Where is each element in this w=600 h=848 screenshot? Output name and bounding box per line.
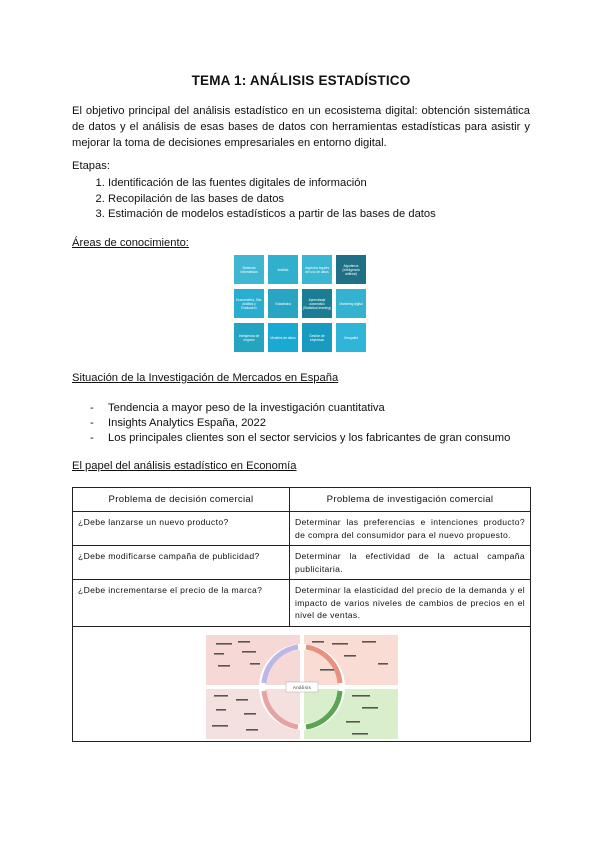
- area-tile: Algoritmos (Inteligencia artificial): [336, 255, 366, 284]
- text-placeholder: [236, 699, 248, 701]
- center-label: Análisis: [292, 684, 311, 690]
- list-item: 3. Estimación de modelos estadísticos a partir de las bases de datos: [108, 207, 436, 223]
- area-tile: Aspectos legales del uso de datos: [302, 255, 332, 284]
- diagram-cell: [73, 626, 531, 741]
- cycle-diagram-svg: [202, 633, 402, 741]
- table-cell: ¿Debe incrementarse el precio de la marca?: [73, 580, 290, 627]
- text-placeholder: [378, 663, 388, 665]
- intro-paragraph: El objetivo principal del análisis estadístico en un ecosistema digital: obtención sistemática de datos y el análisis de esas bases de datos con herramientas estadísticas para asistir y mejorar la toma de decisiones empresariales en entorno digital.: [72, 105, 530, 149]
- areas-grid: [234, 255, 366, 342]
- etapas-label: Etapas:: [72, 160, 110, 172]
- page-title: TEMA 1: ANÁLISIS ESTADÍSTICO: [191, 73, 411, 88]
- text-placeholder: [320, 669, 334, 671]
- area-tile: Econometría, Sist. Análisis y Evaluación: [234, 289, 264, 318]
- text-placeholder: [250, 663, 260, 665]
- table-cell: Determinar la efectividad de la actual campaña publicitaria.: [290, 546, 531, 580]
- area-tile: Marketing digital: [336, 289, 366, 318]
- etapas-list: [72, 176, 436, 223]
- text-placeholder: [352, 733, 368, 735]
- comparison-table: [72, 487, 531, 742]
- table-cell: ¿Debe modificarse campaña de publicidad?: [73, 546, 290, 580]
- table-cell: Determinar la elasticidad del precio de la demanda y el impacto de varios niveles de cambios de precios en el nivel de ventas.: [290, 580, 531, 627]
- analysis-cycle-diagram: [202, 633, 402, 741]
- area-tile: Modelos de datos: [268, 323, 298, 352]
- papel-heading: El papel del análisis estadístico en Economía: [72, 460, 297, 472]
- areas-heading: Áreas de conocimiento:: [72, 237, 189, 249]
- text-placeholder: [216, 709, 226, 711]
- area-tile: Análisis: [268, 255, 298, 284]
- list-item: 2. Recopilación de las bases de datos: [108, 192, 436, 208]
- text-placeholder: [238, 641, 250, 643]
- text-placeholder: [346, 721, 360, 723]
- table-row: [73, 580, 531, 627]
- quadrant-top-left: [206, 635, 300, 685]
- area-tile: Geografía: [336, 323, 366, 352]
- area-tile: Aprendizaje automático (Statistical learning): [302, 289, 332, 318]
- list-item: 1. Identificación de las fuentes digitales de información: [108, 176, 436, 192]
- text-placeholder: [352, 695, 370, 697]
- text-placeholder: [242, 651, 256, 653]
- text-placeholder: [212, 725, 228, 727]
- text-placeholder: [214, 695, 228, 697]
- text-placeholder: [244, 713, 256, 715]
- text-placeholder: [362, 707, 378, 709]
- text-placeholder: [246, 729, 258, 731]
- list-item: - Tendencia a mayor peso de la investigación cuantitativa: [72, 401, 510, 416]
- list-item: - Insights Analytics España, 2022: [72, 416, 510, 431]
- text-placeholder: [218, 665, 230, 667]
- text-placeholder: [344, 655, 356, 657]
- table-cell: Determinar las preferencias e intenciones producto? de compra del consumidor para el nuevo propuesto.: [290, 512, 531, 546]
- text-placeholder: [332, 643, 348, 645]
- column-header: Problema de decisión comercial: [73, 488, 290, 512]
- text-placeholder: [362, 641, 376, 643]
- table-row: [73, 512, 531, 546]
- list-item: - Los principales clientes son el sector servicios y los fabricantes de gran consumo: [72, 431, 510, 446]
- area-tile: Sistemas Informáticos: [234, 255, 264, 284]
- table-row: [73, 546, 531, 580]
- table-header-row: [73, 488, 531, 512]
- area-tile: Gestión de empresas: [302, 323, 332, 352]
- text-placeholder: [214, 653, 224, 655]
- mercados-heading: Situación de la Investigación de Mercados en España: [72, 372, 339, 384]
- text-placeholder: [216, 643, 232, 645]
- table-row: [73, 626, 531, 741]
- table-cell: ¿Debe lanzarse un nuevo producto?: [73, 512, 290, 546]
- mercados-list: [72, 401, 510, 446]
- text-placeholder: [312, 641, 324, 643]
- area-tile: Inteligencia de negocio: [234, 323, 264, 352]
- quadrant-bottom-right: [304, 689, 398, 739]
- column-header: Problema de investigación comercial: [290, 488, 531, 512]
- area-tile: Estadística: [268, 289, 298, 318]
